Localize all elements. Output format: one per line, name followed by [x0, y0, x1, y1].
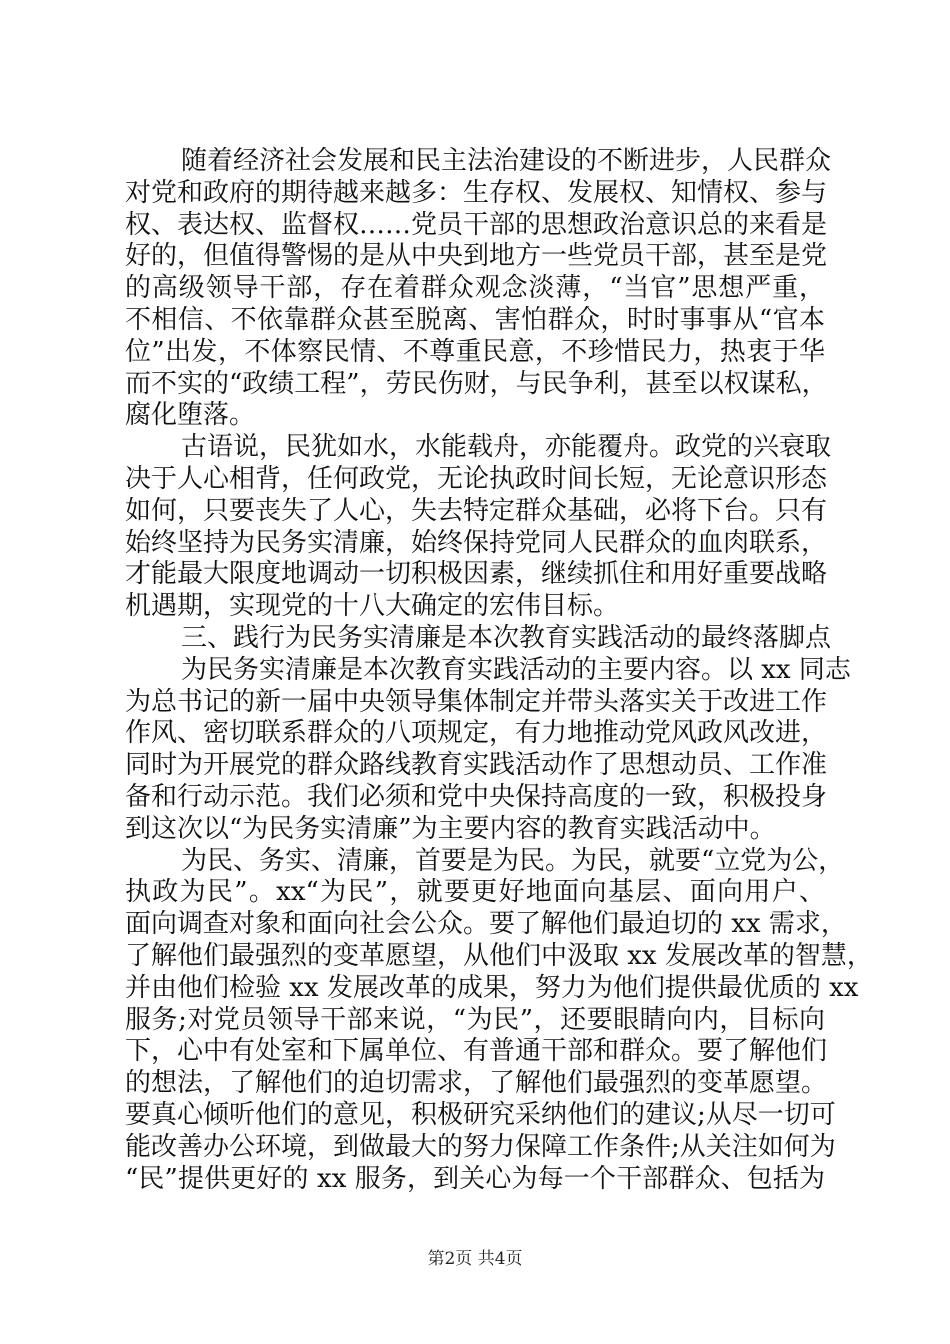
text-line: 腐化堕落。 — [125, 400, 256, 431]
text-line: 的高级领导干部，存在着群众观念淡薄，“当官”思想严重， — [125, 273, 825, 304]
text-line: 为总书记的新一届中央领导集体制定并带头落实关于改进工作 — [125, 686, 828, 717]
text-line: 执政为民”。xx“为民”，就要更好地面向基层、面向用户、 — [125, 877, 825, 908]
text-line: 决于人心相背，任何政党，无论执政时间长短，无论意识形态 — [125, 463, 828, 494]
text-line: 备和行动示范。我们必须和党中央保持高度的一致，积极投身 — [125, 781, 828, 812]
text-line: 对党和政府的期待越来越多：生存权、发展权、知情权、参与 — [125, 177, 828, 208]
text-line: “民”提供更好的 xx 服务，到关心为每一个干部群众、包括为 — [125, 1163, 825, 1194]
text-line: 位”出发，不体察民情、不尊重民意，不珍惜民力，热衷于华 — [125, 336, 825, 367]
text-line: 到这次以“为民务实清廉”为主要内容的教育实践活动中。 — [125, 813, 776, 844]
text-line: 并由他们检验 xx 发展改革的成果，努力为他们提供最优质的 xx — [125, 972, 859, 1003]
document-body — [125, 146, 873, 1195]
text-line: 为民务实清廉是本次教育实践活动的主要内容。以 xx 同志 — [181, 654, 851, 685]
text-line: 始终坚持为民务实清廉，始终保持党同人民群众的血肉联系， — [125, 527, 828, 558]
text-line: 了解他们最强烈的变革愿望，从他们中汲取 xx 发展改革的智慧， — [125, 940, 873, 971]
text-line: 随着经济社会发展和民主法治建设的不断进步，人民群众 — [181, 146, 832, 176]
text-line: 要真心倾听他们的意见，积极研究采纳他们的建议;从尽一切可 — [125, 1099, 836, 1130]
text-line: 服务;对党员领导干部来说，“为民”，还要眼睛向内，目标向 — [125, 1004, 825, 1035]
text-line: 权、表达权、监督权……党员干部的思想政治意识总的来看是 — [125, 209, 828, 240]
text-line: 而不实的“政绩工程”，劳民伤财，与民争利，甚至以权谋私， — [125, 368, 828, 399]
text-line: 才能最大限度地调动一切积极因素，继续抓住和用好重要战略 — [125, 559, 828, 590]
text-line: 能改善办公环境，到做最大的努力保障工作条件;从关注如何为 — [125, 1131, 836, 1162]
text-line: 古语说，民犹如水，水能载舟，亦能覆舟。政党的兴衰取 — [181, 432, 832, 463]
text-line: 三、践行为民务实清廉是本次教育实践活动的最终落脚点 — [181, 622, 832, 653]
text-line: 机遇期，实现党的十八大确定的宏伟目标。 — [125, 591, 620, 622]
text-line: 面向调查对象和面向社会公众。要了解他们最迫切的 xx 需求， — [125, 909, 847, 940]
text-line: 作风、密切联系群众的八项规定，有力地推动党风政风改进， — [125, 718, 828, 749]
text-line: 不相信、不依靠群众甚至脱离、害怕群众，时时事事从“官本 — [125, 304, 825, 335]
text-line: 同时为开展党的群众路线教育实践活动作了思想动员、工作准 — [125, 750, 828, 781]
text-line: 如何，只要丧失了人心，失去特定群众基础，必将下台。只有 — [125, 495, 828, 526]
page-footer: 第2页 共4页 — [427, 1249, 523, 1269]
text-line: 为民、务实、清廉，首要是为民。为民，就要“立党为公， — [181, 845, 845, 876]
text-line: 下，心中有处室和下属单位、有普通干部和群众。要了解他们 — [125, 1036, 828, 1067]
text-line: 的想法，了解他们的迫切需求，了解他们最强烈的变革愿望。 — [125, 1068, 828, 1099]
text-line: 好的，但值得警惕的是从中央到地方一些党员干部，甚至是党 — [125, 241, 828, 272]
